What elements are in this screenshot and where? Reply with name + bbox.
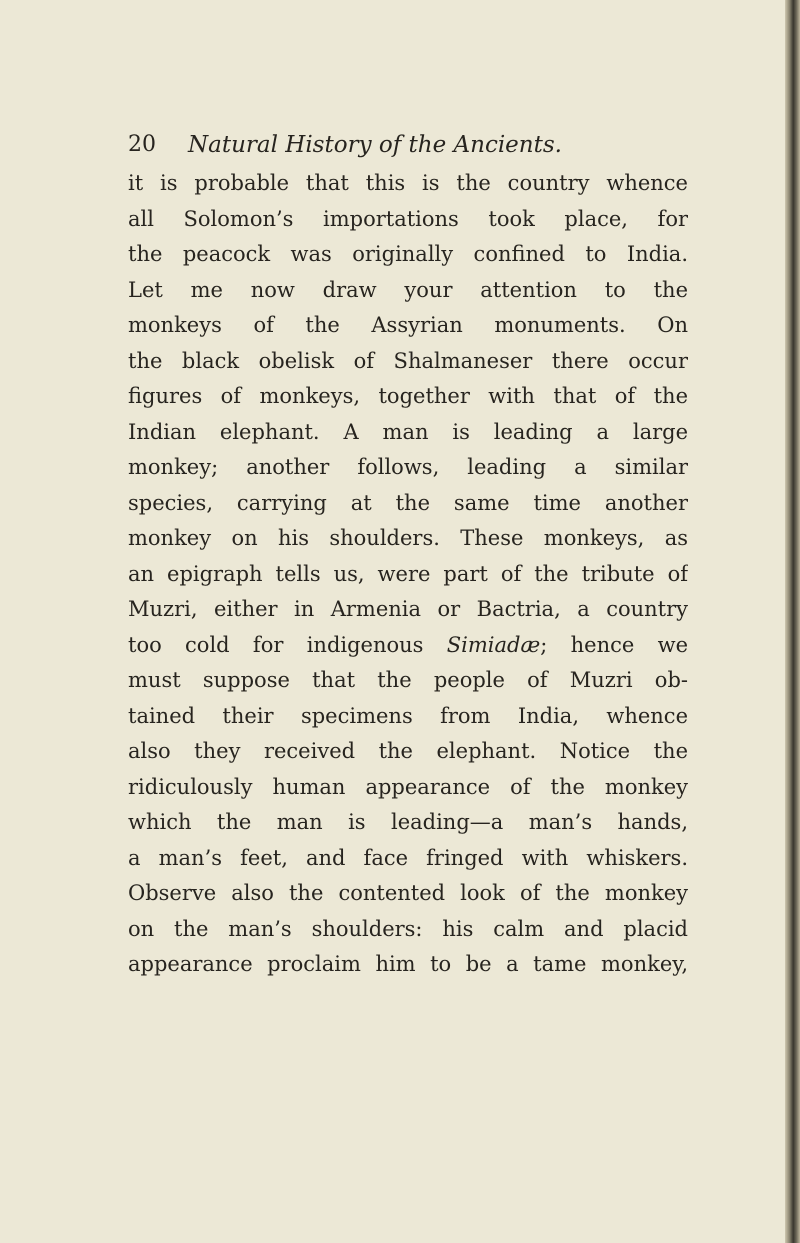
text-line: an epigraph tells us, were part of the tribute of — [128, 561, 688, 586]
page-number: 20 — [128, 132, 156, 157]
text-line: ridiculously human appearance of the monkey — [128, 774, 688, 799]
text-line: monkeys of the Assyrian monuments. On — [128, 313, 688, 337]
book-spine-edge — [785, 0, 800, 1243]
text-segment: ; hence we — [540, 632, 688, 657]
text-line-with-italic — [128, 628, 688, 664]
text-line: Indian elephant. A man is leading a large — [128, 419, 688, 444]
text-line: tained their specimens from India, whence — [128, 703, 688, 728]
text-line: Let me now draw your attention to the — [128, 277, 688, 302]
text-line: which the man is leading—a man’s hands, — [128, 810, 688, 834]
text-line: species, carrying at the same time another — [128, 490, 688, 515]
text-line: Muzri, either in Armenia or Bactria, a country — [128, 597, 688, 621]
text-line: Observe also the contented look of the monkey — [128, 881, 688, 905]
text-line: on the man’s shoulders: his calm and placid — [128, 916, 688, 941]
text-line: figures of monkeys, together with that of the — [128, 384, 688, 408]
text-line: monkey on his shoulders. These monkeys, as — [128, 526, 688, 550]
text-line: must suppose that the people of Muzri ob- — [128, 668, 688, 692]
text-line: a man’s feet, and face fringed with whiskers. — [128, 845, 688, 870]
text-line: also they received the elephant. Notice the — [128, 739, 688, 763]
text-line: the black obelisk of Shalmaneser there occur — [128, 348, 688, 373]
text-line: monkey; another follows, leading a similar — [128, 455, 688, 479]
italic-term: Simiadæ — [446, 632, 541, 657]
text-line: it is probable that this is the country whence — [128, 171, 688, 195]
text-line: the peacock was originally confined to India. — [128, 242, 688, 266]
running-title: Natural History of the Ancients. — [188, 132, 562, 158]
text-segment: too cold for indigenous — [128, 632, 447, 657]
text-line: appearance proclaim him to be a tame monkey, — [128, 952, 688, 976]
text-line: all Solomon’s importations took place, for — [128, 206, 688, 231]
page-header — [128, 128, 688, 162]
body-text — [128, 166, 688, 983]
